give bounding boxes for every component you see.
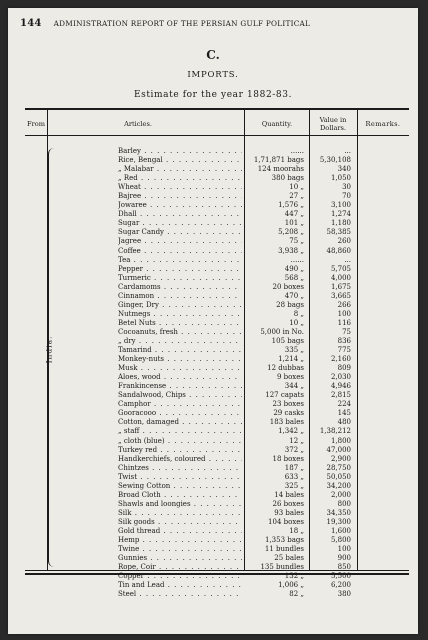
column-header-quantity: Quantity. — [261, 120, 293, 128]
table-row — [8, 590, 418, 599]
region-label: India. — [44, 335, 54, 364]
article-cell: Nutmegs . . — [118, 310, 242, 319]
table-row — [8, 427, 418, 436]
table-row — [8, 147, 418, 156]
value-cell: 340 — [337, 165, 351, 174]
value-cell: 28,750 — [326, 463, 351, 472]
value-cell: 75 — [342, 327, 351, 336]
table-row — [8, 473, 418, 482]
table-row — [8, 183, 418, 192]
article-cell: Shawls and loongies . . — [118, 500, 242, 509]
article-cell: „ cloth (blue) . . — [118, 437, 242, 446]
value-cell: 809 — [337, 364, 351, 373]
article-cell: Camphor . . — [118, 400, 242, 409]
quantity-cell: 12 „ — [289, 436, 304, 445]
value-cell: 380 — [337, 590, 351, 599]
article-cell: Ginger, Dry . . — [118, 301, 242, 310]
quantity-cell: 12 dubbas — [267, 364, 304, 373]
value-cell: 4,946 — [330, 382, 351, 391]
article-cell: Gunnies . . — [118, 554, 242, 563]
table-row — [8, 301, 418, 310]
article-cell: Rice, Bengal . . — [118, 156, 242, 165]
value-cell: 70 — [342, 192, 351, 201]
article-cell: Rope, Coir . . — [118, 563, 242, 572]
article-cell: Twist . . — [118, 473, 242, 482]
article-cell: Broad Cloth . . — [118, 491, 242, 500]
article-cell: Dhall . . — [118, 210, 242, 219]
article-cell: Gooracooo . . — [118, 409, 242, 418]
page-number: 144 — [20, 18, 42, 29]
value-cell: 2,030 — [330, 373, 351, 382]
quantity-cell: ...... — [290, 255, 304, 264]
column-header-articles: Articles. — [124, 120, 152, 128]
table-row — [8, 319, 418, 328]
table-row — [8, 364, 418, 373]
quantity-cell: 1,214 „ — [278, 355, 304, 364]
article-cell: „ dry . . — [118, 337, 242, 346]
quantity-cell: 470 „ — [284, 291, 304, 300]
quantity-cell: 93 bales — [274, 508, 304, 517]
table-row — [8, 328, 418, 337]
table-row — [8, 409, 418, 418]
article-cell: Barley . . — [118, 147, 242, 156]
table-row — [8, 382, 418, 391]
table-row — [8, 346, 418, 355]
table-row — [8, 464, 418, 473]
table-row — [8, 500, 418, 509]
quantity-cell: 124 moorahs — [257, 165, 304, 174]
document-page — [8, 8, 418, 634]
table-row — [8, 274, 418, 283]
article-cell: Handkerchiefs, coloured . . — [118, 455, 242, 464]
article-cell: Tin and Lead . . — [118, 581, 242, 590]
value-cell: 1,800 — [330, 436, 351, 445]
quantity-cell: 132 „ — [284, 572, 304, 581]
value-cell: 3,100 — [330, 201, 351, 210]
quantity-cell: 325 „ — [284, 481, 304, 490]
table-header-rule — [25, 135, 409, 136]
value-cell: 116 — [337, 318, 351, 327]
table-row — [8, 310, 418, 319]
table-row — [8, 482, 418, 491]
quantity-cell: 1,71,871 bags — [253, 156, 304, 165]
article-cell: Sugar . . — [118, 219, 242, 228]
quantity-cell: 1,342 „ — [278, 427, 304, 436]
table-row — [8, 165, 418, 174]
quantity-cell: 9 boxes — [276, 373, 304, 382]
table-row — [8, 247, 418, 256]
estimate-title: Estimate for the year 1882-83. — [133, 90, 293, 100]
table-row — [8, 265, 418, 274]
quantity-cell: 1,353 bags — [265, 536, 304, 545]
article-cell: Jagree . . — [118, 237, 242, 246]
table-row — [8, 527, 418, 536]
table-row — [8, 201, 418, 210]
quantity-cell: 14 bales — [274, 490, 304, 499]
value-cell: 5,30,108 — [319, 156, 351, 165]
quantity-cell: 5,208 „ — [278, 228, 304, 237]
value-cell: 100 — [337, 309, 351, 318]
table-row — [8, 418, 418, 427]
table-row — [8, 219, 418, 228]
quantity-cell: 20 boxes — [272, 282, 304, 291]
quantity-cell: 104 boxes — [268, 517, 304, 526]
article-cell: Musk . . — [118, 364, 242, 373]
quantity-cell: 490 „ — [284, 264, 304, 273]
article-cell: „ Malabar . . — [118, 165, 242, 174]
article-cell: Jowaree . . — [118, 201, 242, 210]
value-cell: 224 — [337, 400, 351, 409]
article-cell: Turmeric . . — [118, 274, 242, 283]
article-cell: „ staff . . — [118, 427, 242, 436]
value-cell: 1,274 — [330, 210, 351, 219]
quantity-cell: 344 „ — [284, 382, 304, 391]
table-row — [8, 228, 418, 237]
column-header-from: From — [27, 120, 45, 128]
value-cell: 100 — [337, 545, 351, 554]
value-cell: 2,815 — [330, 391, 351, 400]
quantity-cell: 11 bundles — [264, 545, 304, 554]
value-cell: 34,350 — [326, 508, 351, 517]
quantity-cell: 26 boxes — [272, 499, 304, 508]
article-cell: Betel Nuts . . — [118, 319, 242, 328]
quantity-cell: 5,000 in No. — [260, 327, 304, 336]
article-cell: Steel . . — [118, 590, 242, 599]
table-row — [8, 256, 418, 265]
value-cell: 2,160 — [330, 355, 351, 364]
article-cell: Turkey red . . — [118, 446, 242, 455]
article-cell: Bajree . . — [118, 192, 242, 201]
article-cell: Cardamoms . . — [118, 283, 242, 292]
article-cell: Hemp . . — [118, 536, 242, 545]
value-cell: 2,000 — [330, 490, 351, 499]
table-row — [8, 192, 418, 201]
value-cell: 6,200 — [330, 581, 351, 590]
table-row — [8, 391, 418, 400]
value-cell: 3,665 — [330, 291, 351, 300]
quantity-cell: 183 bales — [269, 418, 304, 427]
quantity-cell: ...... — [290, 147, 304, 155]
quantity-cell: 10 „ — [289, 318, 304, 327]
table-row — [8, 237, 418, 246]
quantity-cell: 127 capats — [265, 391, 304, 400]
article-cell: Chintzes . . — [118, 464, 242, 473]
value-cell: 266 — [337, 300, 351, 309]
article-cell: Sandalwood, Chips . . — [118, 391, 242, 400]
value-cell: ... — [344, 255, 351, 264]
value-cell: 1,180 — [330, 219, 351, 228]
value-cell: 1,675 — [330, 282, 351, 291]
quantity-cell: 568 „ — [284, 273, 304, 282]
table-row — [8, 491, 418, 500]
value-cell: 145 — [337, 409, 351, 418]
table-row — [8, 400, 418, 409]
value-cell: 5,705 — [330, 264, 351, 273]
article-cell: Cocoanuts, fresh . . — [118, 328, 242, 337]
article-cell: Silk . . — [118, 509, 242, 518]
value-cell: 850 — [337, 563, 351, 572]
table-row — [8, 455, 418, 464]
article-cell: Tea . . — [118, 256, 242, 265]
table-row — [8, 554, 418, 563]
value-cell: 800 — [337, 499, 351, 508]
article-cell: Sewing Cotton . . — [118, 482, 242, 491]
table-top-rule — [25, 108, 409, 110]
page-header — [20, 18, 404, 29]
quantity-cell: 335 „ — [284, 346, 304, 355]
value-cell: 2,900 — [330, 454, 351, 463]
table-row — [8, 373, 418, 382]
table-row — [8, 509, 418, 518]
table-row — [8, 337, 418, 346]
table-row — [8, 563, 418, 572]
table-row — [8, 292, 418, 301]
column-header-value: Value in Dollars. — [319, 116, 347, 132]
value-cell: 480 — [337, 418, 351, 427]
quantity-cell: 447 „ — [284, 210, 304, 219]
quantity-cell: 135 bundles — [260, 563, 304, 572]
quantity-cell: 105 bags — [271, 336, 304, 345]
table-row — [8, 437, 418, 446]
quantity-cell: 23 boxes — [272, 400, 304, 409]
section-title: IMPORTS. — [187, 70, 239, 80]
article-cell: Cinnamon . . — [118, 292, 242, 301]
table-row — [8, 210, 418, 219]
quantity-cell: 10 „ — [289, 183, 304, 192]
quantity-cell: 3,938 „ — [278, 246, 304, 255]
value-cell: 260 — [337, 237, 351, 246]
article-cell: Gold thread . . — [118, 527, 242, 536]
value-cell: 58,385 — [326, 228, 351, 237]
quantity-cell: 372 „ — [284, 445, 304, 454]
table-row — [8, 283, 418, 292]
value-cell: 900 — [337, 554, 351, 563]
value-cell: 34,200 — [326, 481, 351, 490]
value-cell: 50,050 — [326, 472, 351, 481]
table-row — [8, 355, 418, 364]
running-title: ADMINISTRATION REPORT OF THE PERSIAN GULF POLITICAL — [53, 19, 311, 28]
column-header-remarks: Remarks. — [365, 120, 401, 128]
article-cell: Silk goods . . — [118, 518, 242, 527]
value-cell: 48,860 — [326, 246, 351, 255]
value-cell: 4,000 — [330, 273, 351, 282]
quantity-cell: 27 „ — [289, 192, 304, 201]
article-cell: Cotton, damaged . . — [118, 418, 242, 427]
quantity-cell: 1,006 „ — [278, 581, 304, 590]
value-cell: 19,300 — [326, 517, 351, 526]
quantity-cell: 1,576 „ — [278, 201, 304, 210]
quantity-cell: 8 „ — [293, 309, 304, 318]
quantity-cell: 18 „ — [289, 526, 304, 535]
value-cell: 1,050 — [330, 174, 351, 183]
article-cell: Twine . . — [118, 545, 242, 554]
quantity-cell: 25 bales — [274, 554, 304, 563]
value-cell: 30 — [342, 183, 351, 192]
article-cell: Sugar Candy . . — [118, 228, 242, 237]
value-cell: 5,500 — [330, 572, 351, 581]
table-row — [8, 518, 418, 527]
article-cell: Copper . . — [118, 572, 242, 581]
table-row — [8, 174, 418, 183]
article-cell: Aloes, wood . . — [118, 373, 242, 382]
table-body — [8, 147, 418, 599]
quantity-cell: 28 bags — [276, 300, 304, 309]
article-cell: Pepper . . — [118, 265, 242, 274]
article-cell: Wheat . . — [118, 183, 242, 192]
article-cell: Frankincense . . — [118, 382, 242, 391]
article-cell: „ Red . . — [118, 174, 242, 183]
quantity-cell: 29 casks — [273, 409, 304, 418]
table-row — [8, 581, 418, 590]
article-cell: Tamarind . . — [118, 346, 242, 355]
table-row — [8, 545, 418, 554]
quantity-cell: 101 „ — [284, 219, 304, 228]
quantity-cell: 187 „ — [284, 463, 304, 472]
value-cell: 836 — [337, 336, 351, 345]
article-cell: Coffee . . — [118, 247, 242, 256]
value-cell: 1,600 — [330, 526, 351, 535]
section-letter: C. — [206, 48, 220, 62]
table-row — [8, 572, 418, 581]
quantity-cell: 633 „ — [284, 472, 304, 481]
table-row — [8, 446, 418, 455]
quantity-cell: 380 bags — [271, 174, 304, 183]
value-cell: 1,38,212 — [319, 427, 351, 436]
table-row — [8, 156, 418, 165]
quantity-cell: 75 „ — [289, 237, 304, 246]
value-cell: 47,000 — [326, 445, 351, 454]
value-cell: 775 — [337, 346, 351, 355]
quantity-cell: 82 „ — [289, 590, 304, 599]
table-row — [8, 536, 418, 545]
article-cell: Monkey-nuts . . — [118, 355, 242, 364]
value-cell: ... — [344, 147, 351, 155]
value-cell: 5,800 — [330, 536, 351, 545]
quantity-cell: 18 boxes — [272, 454, 304, 463]
